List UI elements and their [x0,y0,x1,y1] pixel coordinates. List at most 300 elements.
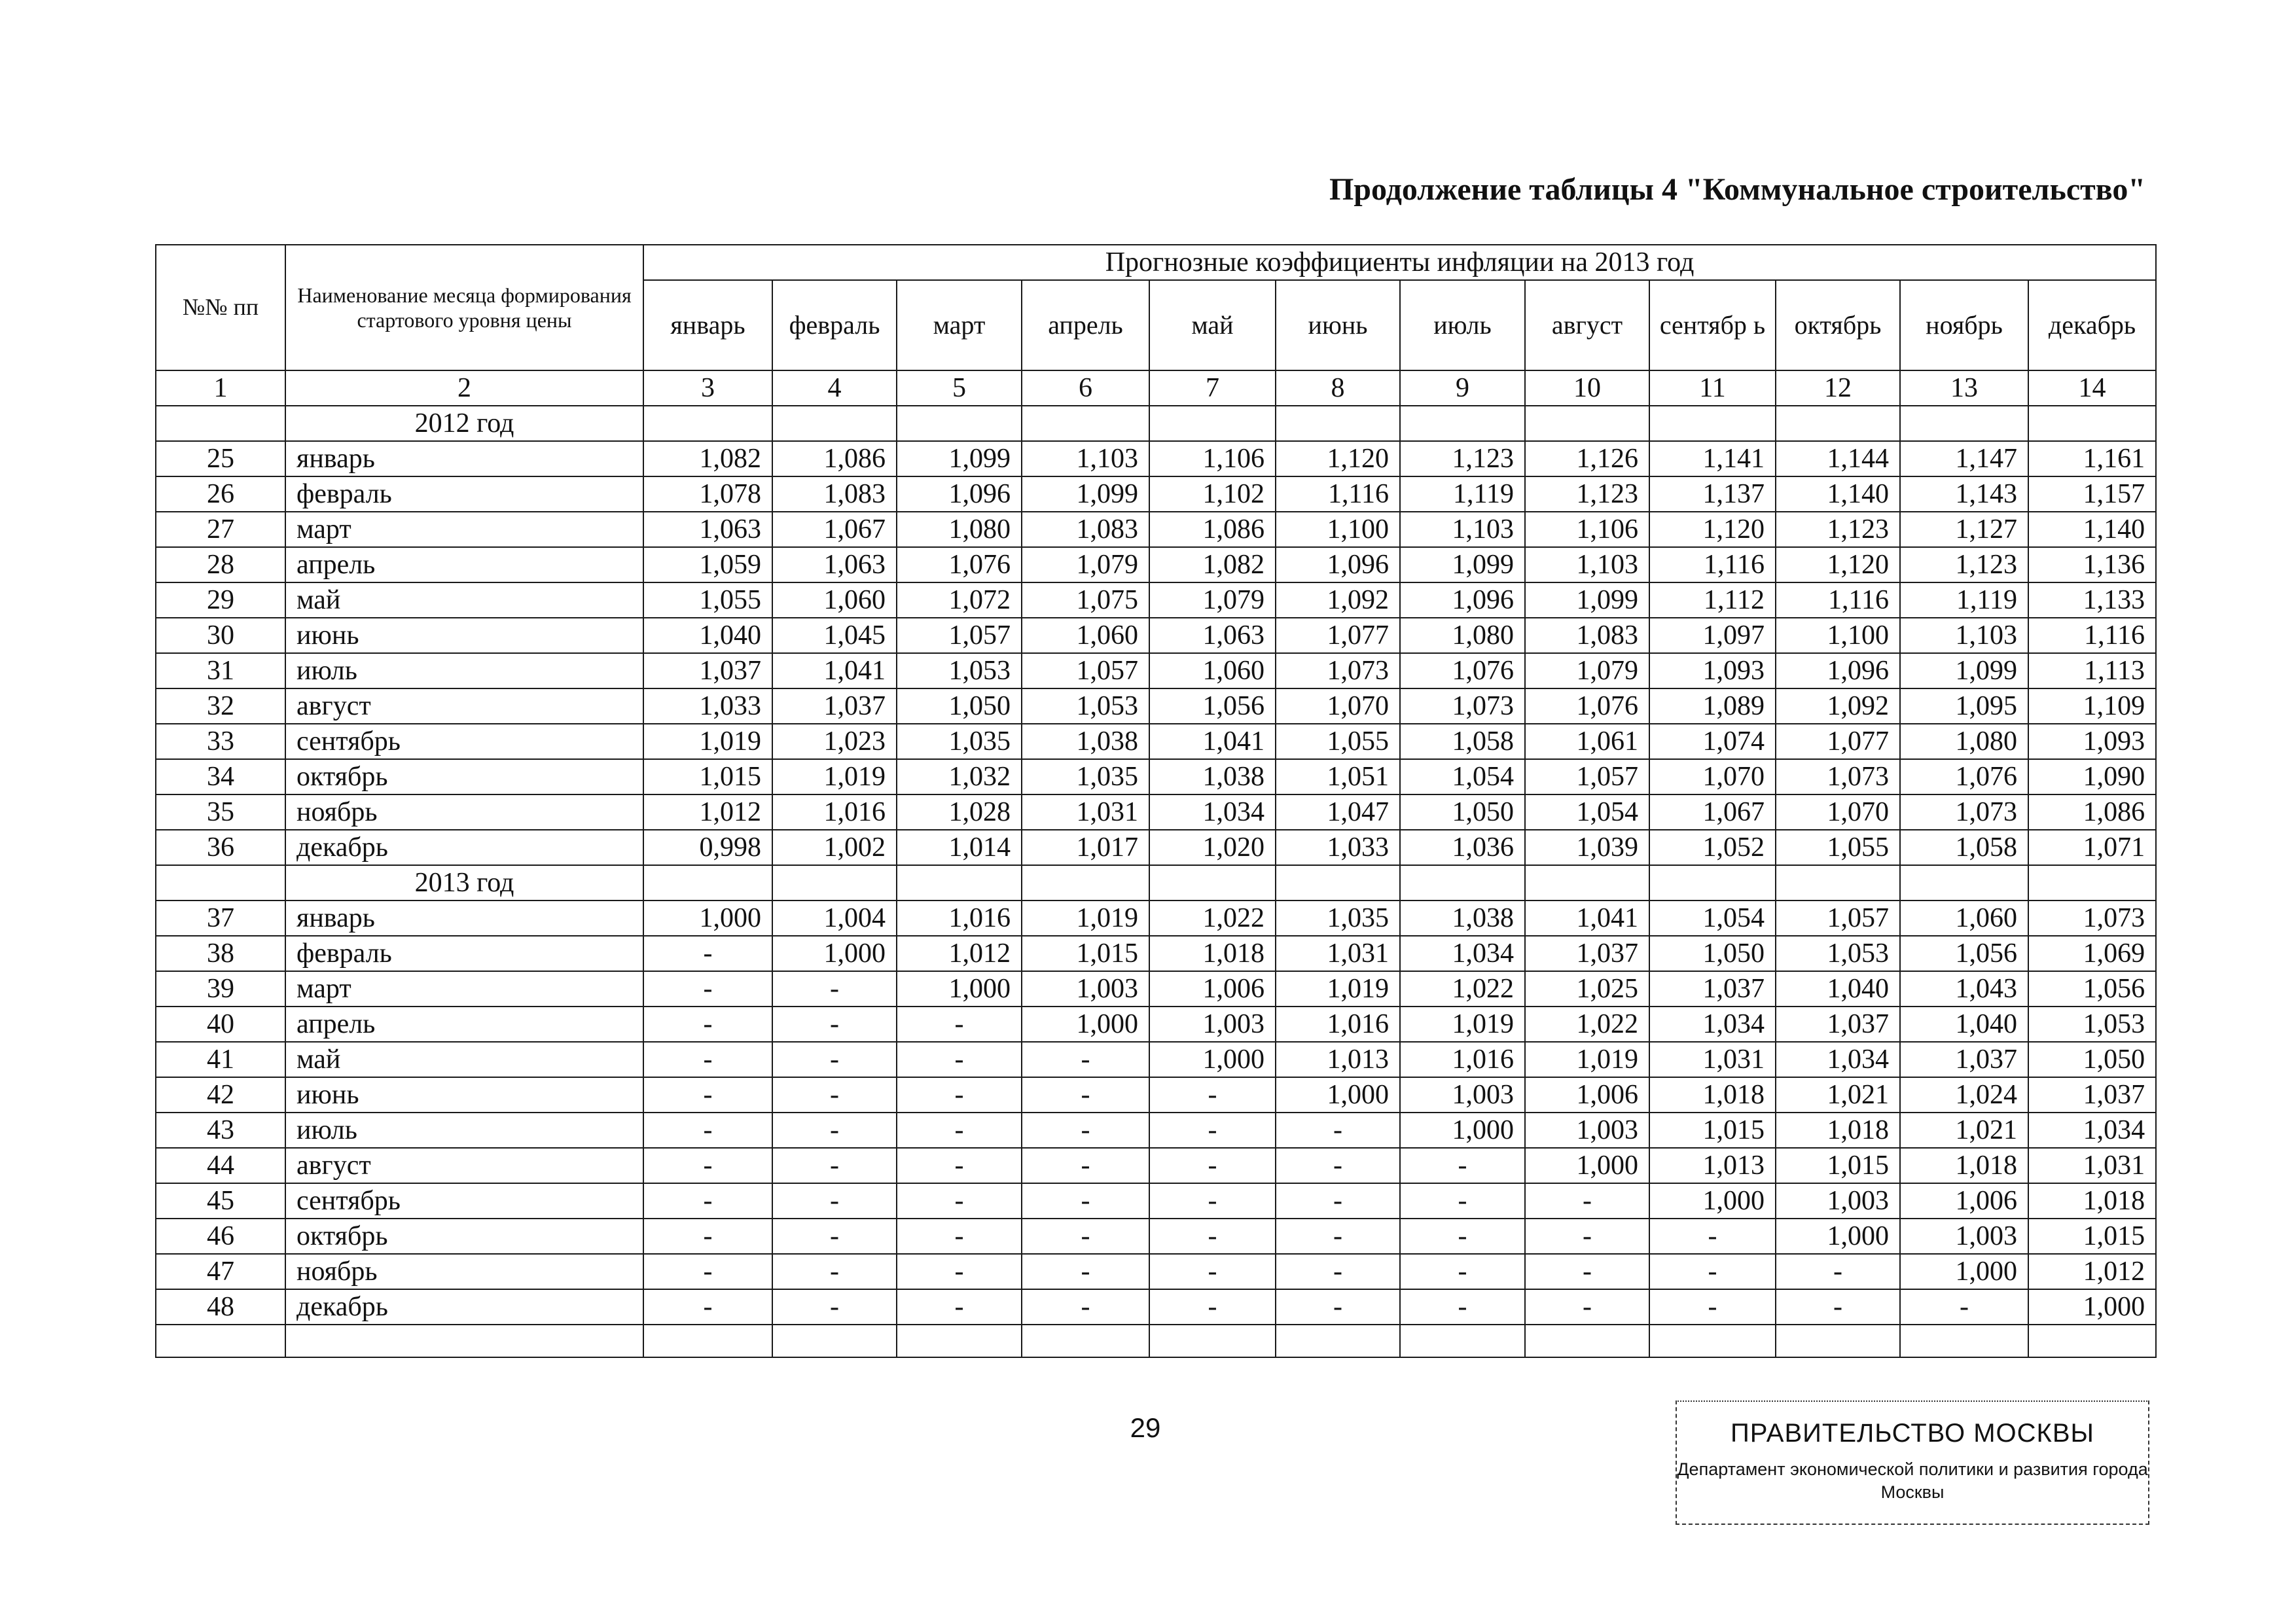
header-index-cell: 6 [1022,370,1149,406]
header-month: июнь [1276,280,1400,370]
coefficient-cell: 1,072 [897,582,1022,618]
coefficient-cell: - [897,1113,1022,1148]
empty-cell [1525,865,1649,901]
coefficient-cell: - [1400,1289,1525,1325]
empty-cell [643,1325,772,1357]
row-number: 42 [156,1077,285,1113]
coefficient-cell: 1,040 [1900,1007,2028,1042]
coefficient-cell: 1,000 [1776,1219,1900,1254]
coefficient-cell: 1,140 [2028,512,2156,547]
coefficient-cell: 1,031 [1276,936,1400,971]
coefficient-cell: 1,076 [1400,653,1525,688]
coefficient-cell: 1,147 [1900,441,2028,476]
coefficient-cell: 1,078 [643,476,772,512]
coefficient-cell: 1,038 [1022,724,1149,759]
coefficient-cell: - [1022,1219,1149,1254]
coefficient-cell: - [643,1254,772,1289]
row-number: 38 [156,936,285,971]
row-month: июнь [285,1077,643,1113]
coefficient-cell: 1,041 [1525,901,1649,936]
empty-cell [897,865,1022,901]
coefficient-cell: - [1022,1077,1149,1113]
coefficient-cell: 1,032 [897,759,1022,794]
row-month: ноябрь [285,1254,643,1289]
table-row [156,936,2156,971]
row-month: июль [285,1113,643,1148]
coefficient-cell: - [643,971,772,1007]
coefficient-cell: 1,050 [2028,1042,2156,1077]
header-index-row [156,370,2156,406]
header-index-cell: 2 [285,370,643,406]
empty-cell [1149,406,1276,441]
coefficient-cell: 1,024 [1900,1077,2028,1113]
coefficient-cell: 1,106 [1525,512,1649,547]
header-index-cell: 5 [897,370,1022,406]
row-month: февраль [285,476,643,512]
empty-cell [643,865,772,901]
row-number: 28 [156,547,285,582]
coefficient-cell: 1,003 [1149,1007,1276,1042]
coefficient-cell: 1,006 [1525,1077,1649,1113]
coefficient-cell: - [772,1148,897,1183]
coefficient-cell: - [772,971,897,1007]
coefficient-cell: 1,058 [1900,830,2028,865]
row-month: август [285,688,643,724]
header-month: июль [1400,280,1525,370]
coefficient-cell: - [1022,1042,1149,1077]
row-number: 33 [156,724,285,759]
page-title: Продолжение таблицы 4 "Коммунальное строительство" [1329,172,2145,207]
header-row-1 [156,245,2156,280]
coefficient-cell: 1,003 [1776,1183,1900,1219]
row-month: январь [285,901,643,936]
coefficient-cell: 1,120 [1776,547,1900,582]
coefficient-cell: 1,080 [897,512,1022,547]
coefficient-cell: 1,037 [772,688,897,724]
coefficient-cell: - [1149,1113,1276,1148]
coefficient-cell: 1,000 [643,901,772,936]
coefficient-cell: - [1649,1289,1776,1325]
row-month: март [285,971,643,1007]
coefficient-cell: 1,144 [1776,441,1900,476]
row-number: 40 [156,1007,285,1042]
coefficient-cell: 1,067 [772,512,897,547]
row-number: 37 [156,901,285,936]
coefficient-cell: 1,016 [1276,1007,1400,1042]
row-month: декабрь [285,1289,643,1325]
coefficient-cell: 1,116 [2028,618,2156,653]
table-row [156,971,2156,1007]
row-month: май [285,582,643,618]
coefficient-cell: 1,070 [1776,794,1900,830]
row-number: 27 [156,512,285,547]
coefficient-cell: 1,050 [1400,794,1525,830]
coefficient-cell: - [772,1077,897,1113]
coefficient-cell: 1,161 [2028,441,2156,476]
coefficient-cell: 1,079 [1149,582,1276,618]
empty-cell [2028,406,2156,441]
coefficient-cell: 1,099 [1022,476,1149,512]
coefficient-cell: 1,003 [1022,971,1149,1007]
coefficient-cell: 1,073 [1400,688,1525,724]
coefficient-cell: 1,116 [1649,547,1776,582]
coefficient-cell: 1,037 [1900,1042,2028,1077]
header-index-cell: 7 [1149,370,1276,406]
coefficient-cell: - [643,936,772,971]
coefficient-cell: 1,023 [772,724,897,759]
coefficient-cell: 1,019 [1525,1042,1649,1077]
row-month: январь [285,441,643,476]
header-index-cell: 14 [2028,370,2156,406]
coefficient-cell: 1,034 [1649,1007,1776,1042]
coefficient-cell: 1,056 [2028,971,2156,1007]
coefficient-cell: 1,123 [1776,512,1900,547]
row-month: июнь [285,618,643,653]
row-month: декабрь [285,830,643,865]
coefficient-cell: 1,022 [1525,1007,1649,1042]
empty-cell [1525,1325,1649,1357]
coefficient-cell: 1,000 [1022,1007,1149,1042]
empty-cell [897,406,1022,441]
header-month: январь [643,280,772,370]
coefficient-cell: - [772,1183,897,1219]
header-index-cell: 9 [1400,370,1525,406]
coefficient-cell: - [1149,1183,1276,1219]
coefficient-cell: 1,102 [1149,476,1276,512]
empty-cell [1900,406,2028,441]
coefficient-cell: - [897,1148,1022,1183]
year-label: 2013 год [285,865,643,901]
coefficient-cell: 1,097 [1649,618,1776,653]
coefficient-cell: 1,043 [1900,971,2028,1007]
coefficient-cell: 1,116 [1776,582,1900,618]
coefficient-cell: 1,058 [1400,724,1525,759]
header-index-cell: 8 [1276,370,1400,406]
coefficient-cell: - [643,1289,772,1325]
year-row-num [156,865,285,901]
coefficient-cell: 1,086 [2028,794,2156,830]
coefficient-cell: - [772,1289,897,1325]
coefficient-cell: 1,057 [897,618,1022,653]
row-month: апрель [285,547,643,582]
coefficient-cell: 1,069 [2028,936,2156,971]
coefficient-cell: - [643,1219,772,1254]
coefficient-cell: 1,143 [1900,476,2028,512]
coefficient-cell: - [897,1289,1022,1325]
coefficient-cell: 1,096 [1276,547,1400,582]
coefficient-cell: - [1276,1113,1400,1148]
coefficient-cell: 1,090 [2028,759,2156,794]
coefficient-cell: 1,126 [1525,441,1649,476]
coefficient-cell: - [772,1113,897,1148]
empty-cell [897,1325,1022,1357]
coefficient-cell: - [1776,1289,1900,1325]
header-index-cell: 13 [1900,370,2028,406]
coefficient-cell: 1,083 [1525,618,1649,653]
coefficient-cell: - [1400,1183,1525,1219]
coefficient-cell: 1,092 [1276,582,1400,618]
coefficient-cell: 1,086 [772,441,897,476]
row-number: 25 [156,441,285,476]
row-number: 43 [156,1113,285,1148]
coefficient-cell: 1,060 [1900,901,2028,936]
coefficient-cell: 1,036 [1400,830,1525,865]
header-index-cell: 3 [643,370,772,406]
coefficient-cell: - [897,1007,1022,1042]
coefficient-cell: 1,015 [643,759,772,794]
coefficient-cell: - [897,1183,1022,1219]
coefficient-cell: 1,025 [1525,971,1649,1007]
coefficient-cell: - [1276,1254,1400,1289]
empty-cell [643,406,772,441]
coefficient-cell: 1,096 [1400,582,1525,618]
header-month: май [1149,280,1276,370]
table-row [156,759,2156,794]
empty-cell [2028,1325,2156,1357]
coefficient-cell: 1,038 [1149,759,1276,794]
empty-cell [772,406,897,441]
coefficient-cell: 1,000 [1525,1148,1649,1183]
coefficient-cell: 1,003 [1525,1113,1649,1148]
coefficient-cell: 1,003 [1400,1077,1525,1113]
coefficient-cell: 1,056 [1149,688,1276,724]
coefficient-cell: 1,000 [772,936,897,971]
coefficient-cell: 1,012 [2028,1254,2156,1289]
header-index-cell: 11 [1649,370,1776,406]
coefficient-cell: - [1400,1219,1525,1254]
row-number: 39 [156,971,285,1007]
coefficient-cell: 1,063 [643,512,772,547]
coefficient-cell: - [1276,1183,1400,1219]
stamp-line-2: Департамент экономической политики и развития города Москвы [1677,1459,2148,1503]
coefficient-cell: 1,061 [1525,724,1649,759]
empty-cell [1776,865,1900,901]
coefficient-cell: 1,053 [1776,936,1900,971]
coefficient-cell: 1,000 [1149,1042,1276,1077]
row-number: 26 [156,476,285,512]
coefficient-cell: 1,080 [1400,618,1525,653]
coefficient-cell: - [643,1077,772,1113]
empty-cell [1400,865,1525,901]
coefficient-cell: 1,073 [1900,794,2028,830]
table-row [156,1289,2156,1325]
empty-cell [1776,1325,1900,1357]
coefficient-cell: 1,054 [1525,794,1649,830]
row-number: 46 [156,1219,285,1254]
table-row [156,688,2156,724]
coefficient-cell: 1,095 [1900,688,2028,724]
coefficient-cell: 1,057 [1776,901,1900,936]
coefficient-cell: 1,103 [1022,441,1149,476]
empty-cell [1400,1325,1525,1357]
coefficient-cell: 1,136 [2028,547,2156,582]
coefficient-cell: 1,018 [2028,1183,2156,1219]
coefficient-cell: 1,076 [1525,688,1649,724]
coefficient-cell: 1,077 [1276,618,1400,653]
coefficient-cell: 1,022 [1400,971,1525,1007]
row-number: 44 [156,1148,285,1183]
coefficient-cell: 1,039 [1525,830,1649,865]
empty-cell [1649,865,1776,901]
coefficient-cell: 1,018 [1776,1113,1900,1148]
coefficient-cell: 1,093 [2028,724,2156,759]
empty-cell [1276,1325,1400,1357]
coefficient-cell: - [1022,1183,1149,1219]
coefficient-cell: - [1149,1289,1276,1325]
coefficient-cell: 1,034 [1776,1042,1900,1077]
empty-cell [1276,406,1400,441]
coefficient-cell: 1,035 [1276,901,1400,936]
coefficient-cell: 1,096 [897,476,1022,512]
row-number: 30 [156,618,285,653]
coefficient-cell: 1,033 [1276,830,1400,865]
empty-cell [1149,1325,1276,1357]
coefficient-cell: 1,120 [1649,512,1776,547]
table-body [156,245,2156,1357]
coefficient-cell: 1,031 [2028,1148,2156,1183]
coefficient-cell: 1,004 [772,901,897,936]
year-row [156,406,2156,441]
coefficient-cell: 1,035 [897,724,1022,759]
coefficient-cell: 1,083 [1022,512,1149,547]
coefficient-cell: - [897,1219,1022,1254]
coefficient-cell: 1,060 [772,582,897,618]
coefficient-cell: 1,063 [1149,618,1276,653]
coefficient-cell: - [1149,1148,1276,1183]
coefficient-cell: 1,045 [772,618,897,653]
coefficient-cell: - [1649,1254,1776,1289]
coefficient-cell: 1,015 [1649,1113,1776,1148]
row-number: 32 [156,688,285,724]
coefficient-cell: - [897,1254,1022,1289]
coefficient-cell: 1,071 [2028,830,2156,865]
table-row [156,1148,2156,1183]
coefficient-cell: 1,016 [1400,1042,1525,1077]
coefficient-cell: 1,054 [1649,901,1776,936]
year-row-num [156,406,285,441]
coefficient-cell: 1,035 [1022,759,1149,794]
coefficient-cell: - [1525,1183,1649,1219]
table-row [156,653,2156,688]
coefficient-cell: 1,028 [897,794,1022,830]
coefficient-cell: 1,073 [1276,653,1400,688]
empty-cell [1149,865,1276,901]
coefficient-cell: 1,040 [1776,971,1900,1007]
coefficient-cell: 1,060 [1149,653,1276,688]
coefficient-cell: 1,119 [1900,582,2028,618]
empty-cell [1022,406,1149,441]
row-number: 31 [156,653,285,688]
header-index-cell: 10 [1525,370,1649,406]
coefficient-cell: 1,073 [1776,759,1900,794]
coefficient-cell: - [1276,1219,1400,1254]
coefficient-cell: 1,123 [1400,441,1525,476]
coefficient-cell: - [643,1148,772,1183]
coefficient-cell: 1,002 [772,830,897,865]
coefficient-cell: 1,086 [1149,512,1276,547]
empty-cell [1900,1325,2028,1357]
coefficient-cell: 1,070 [1276,688,1400,724]
coefficient-cell: 1,106 [1149,441,1276,476]
coefficient-cell: 1,006 [1149,971,1276,1007]
coefficient-cell: 1,015 [1776,1148,1900,1183]
coefficient-cell: 1,059 [643,547,772,582]
coefficient-cell: 1,016 [897,901,1022,936]
header-month: март [897,280,1022,370]
coefficient-cell: 1,053 [2028,1007,2156,1042]
coefficient-cell: - [1400,1254,1525,1289]
coefficient-cell: - [772,1007,897,1042]
coefficient-cell: 1,120 [1276,441,1400,476]
header-index-cell: 1 [156,370,285,406]
coefficient-cell: 1,016 [772,794,897,830]
coefficient-cell: 1,100 [1776,618,1900,653]
coefficient-cell: 1,055 [643,582,772,618]
coefficient-cell: 1,034 [2028,1113,2156,1148]
coefficient-cell: 1,141 [1649,441,1776,476]
coefficient-cell: 1,019 [772,759,897,794]
coefficient-cell: 1,076 [1900,759,2028,794]
table-row [156,830,2156,865]
row-number: 34 [156,759,285,794]
coefficient-cell: 1,123 [1525,476,1649,512]
coefficient-cell: - [1149,1254,1276,1289]
coefficient-cell: 1,053 [897,653,1022,688]
table-row [156,794,2156,830]
coefficient-cell: - [1149,1219,1276,1254]
coefficient-cell: 1,012 [897,936,1022,971]
coefficient-cell: 1,013 [1649,1148,1776,1183]
row-month: февраль [285,936,643,971]
table-row [156,724,2156,759]
coefficient-cell: - [897,1042,1022,1077]
coefficient-cell: 1,127 [1900,512,2028,547]
coefficient-cell: 1,019 [1276,971,1400,1007]
coefficient-cell: 1,100 [1276,512,1400,547]
coefficient-cell: 1,075 [1022,582,1149,618]
coefficient-cell: - [1022,1254,1149,1289]
coefficient-cell: 0,998 [643,830,772,865]
header-month: февраль [772,280,897,370]
coefficient-cell: 1,034 [1400,936,1525,971]
coefficient-cell: 1,000 [1900,1254,2028,1289]
coefficient-cell: 1,019 [1400,1007,1525,1042]
coefficient-cell: 1,112 [1649,582,1776,618]
coefficient-cell: 1,015 [2028,1219,2156,1254]
blank-row [156,1325,2156,1357]
coefficient-cell: 1,119 [1400,476,1525,512]
row-number: 35 [156,794,285,830]
empty-cell [1649,1325,1776,1357]
row-month: ноябрь [285,794,643,830]
coefficient-cell: 1,037 [1776,1007,1900,1042]
coefficient-cell: - [772,1254,897,1289]
row-month: июль [285,653,643,688]
header-index-cell: 12 [1776,370,1900,406]
header-month: октябрь [1776,280,1900,370]
coefficient-cell: 1,050 [897,688,1022,724]
coefficient-cell: 1,037 [1649,971,1776,1007]
header-month: декабрь [2028,280,2156,370]
coefficient-cell: 1,103 [1900,618,2028,653]
coefficient-cell: 1,137 [1649,476,1776,512]
coefficient-cell: - [1525,1254,1649,1289]
row-month: август [285,1148,643,1183]
coefficient-cell: 1,103 [1525,547,1649,582]
coefficient-cell: 1,079 [1525,653,1649,688]
coefficient-cell: 1,103 [1400,512,1525,547]
coefficient-cell: 1,140 [1776,476,1900,512]
